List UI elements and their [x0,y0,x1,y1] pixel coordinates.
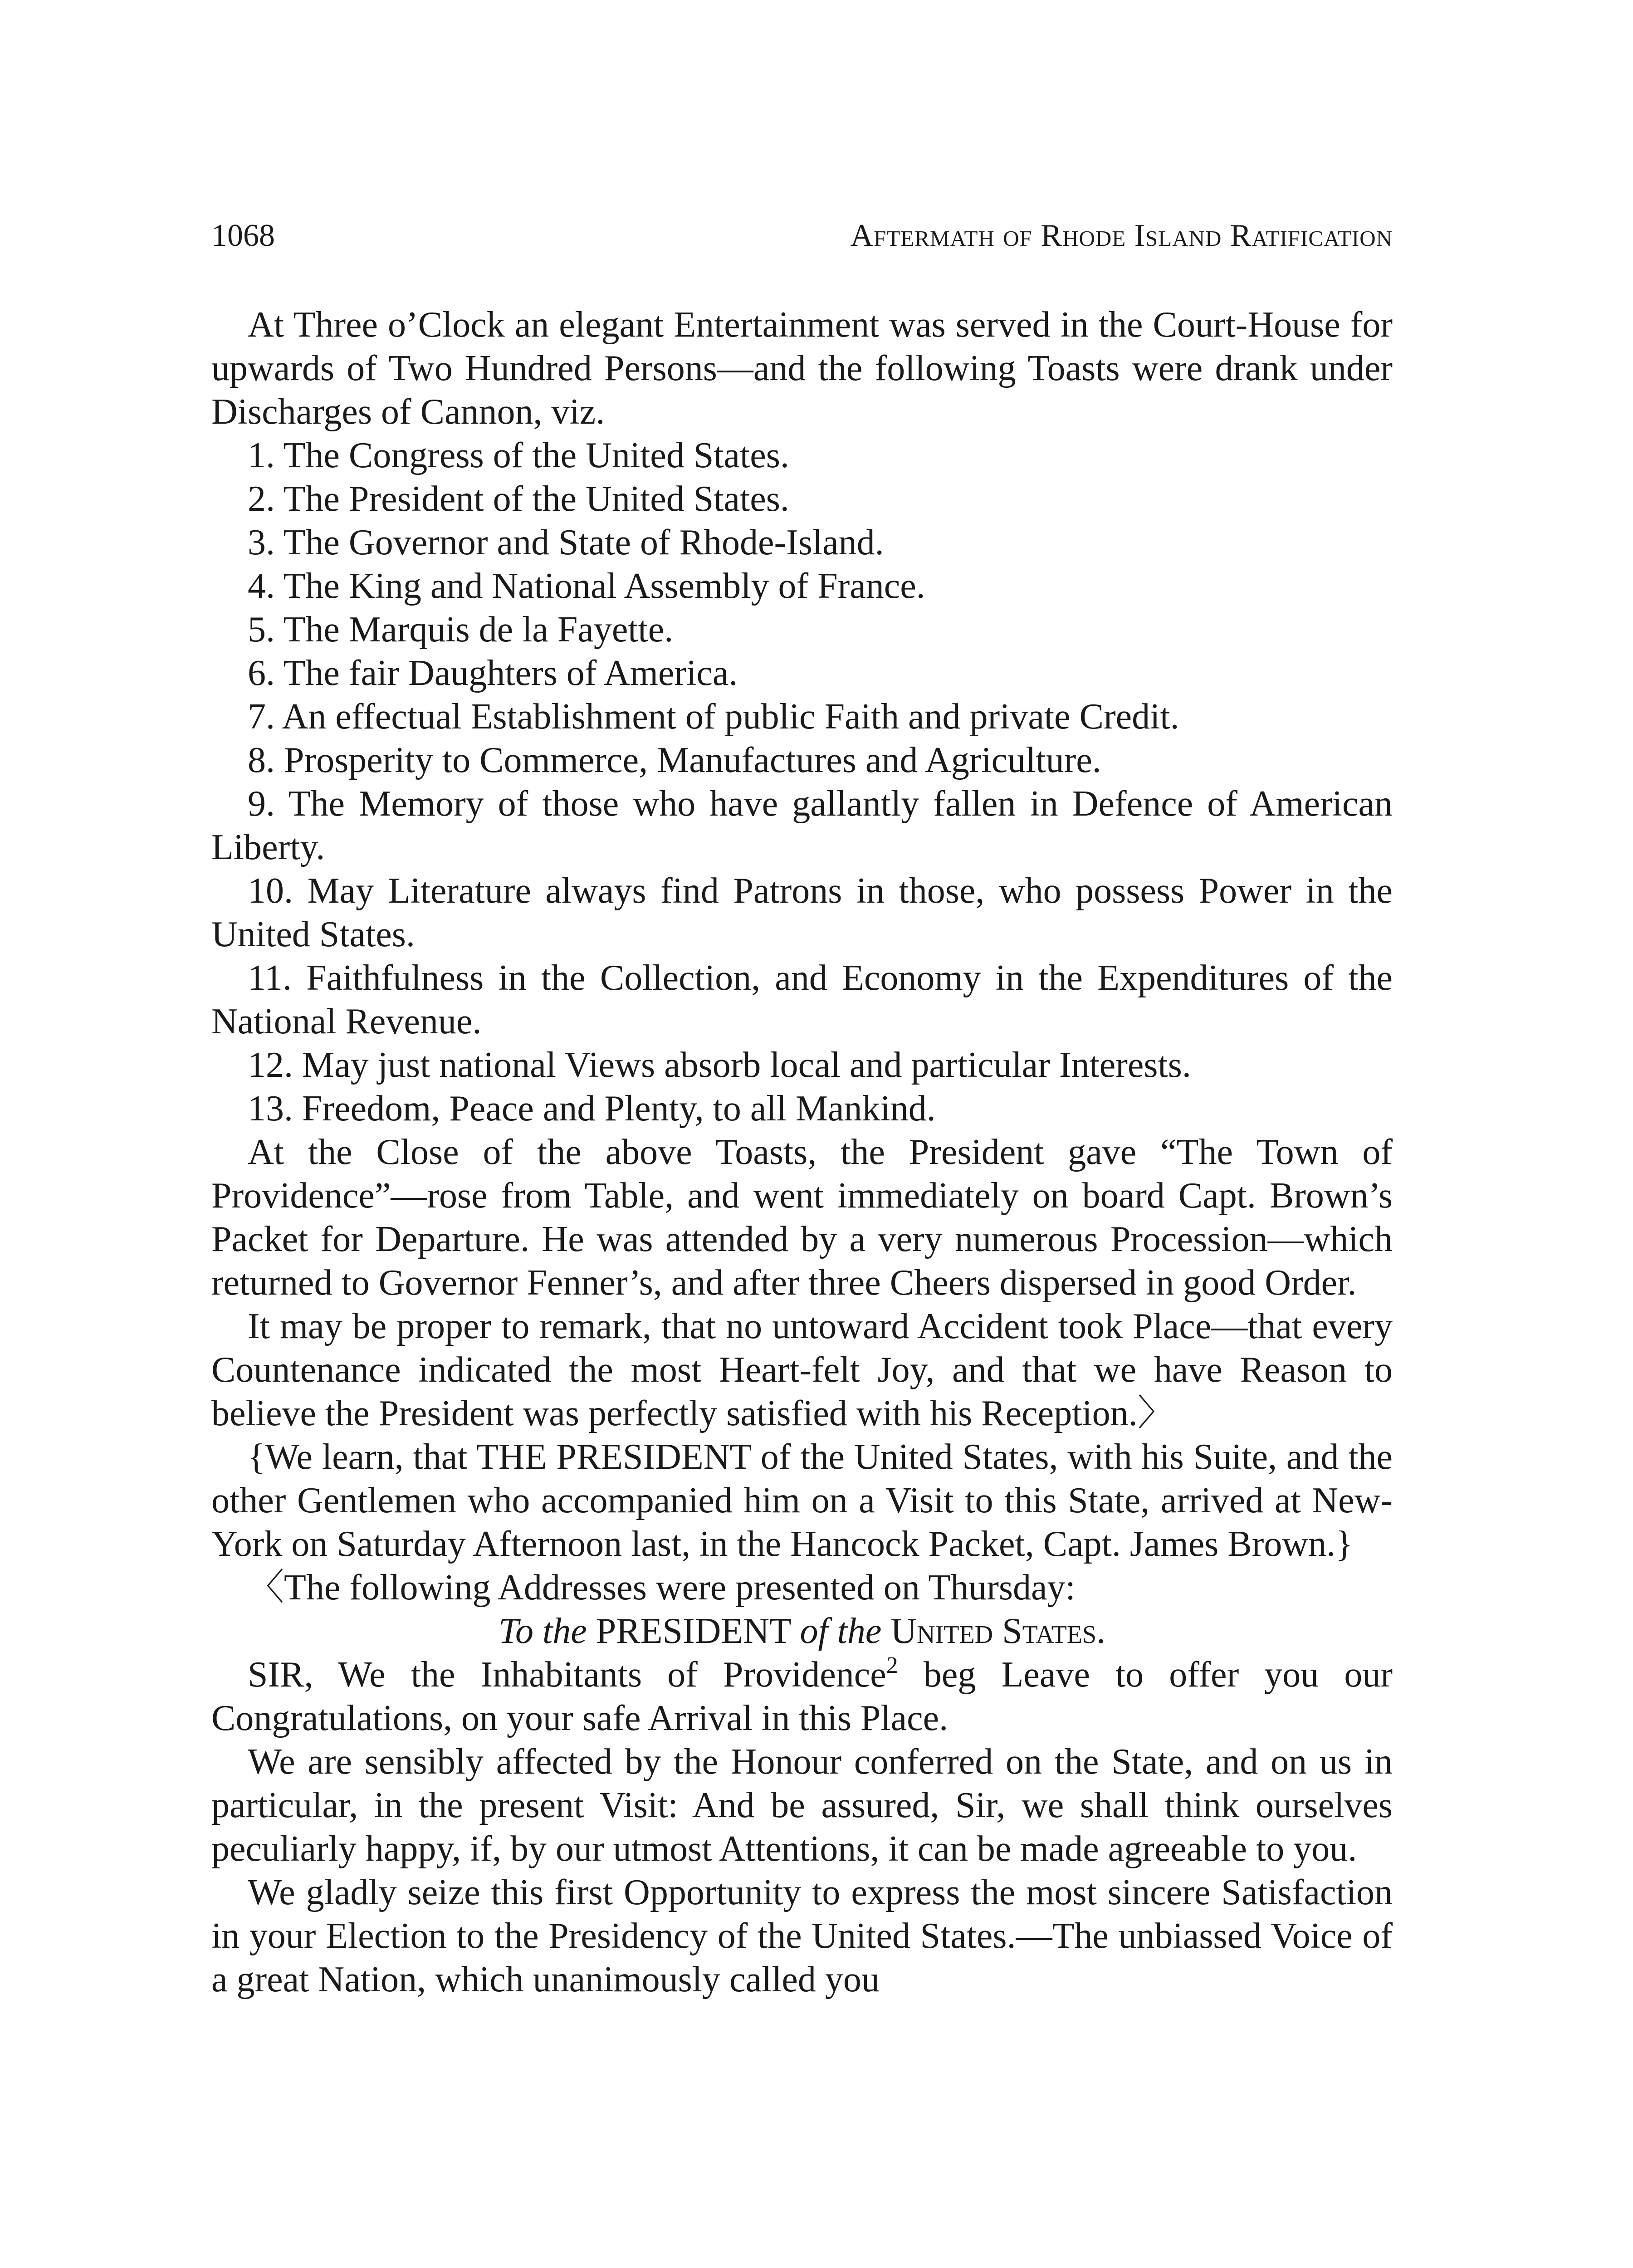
toast-item: 11. Faithfulness in the Collection, and Economy in the Expenditures of the National Revenue. [211,958,1393,1041]
intro-paragraph: At Three o’Clock an elegant Entertainment was served in the Court-House for upwards of Two Hundred Persons—and the following Toasts were drank under Discharges of Cannon, viz. [211,305,1393,432]
addresses-intro: 〈The following Addresses were presented on Thursday: [248,1568,1076,1608]
address-paragraph-3: We gladly seize this first Opportunity to express the most sincere Satisfaction in your Election to the Presidency of the United States.—The unbiassed Voice of a great Nation, which unanimously called you [211,1872,1393,1999]
address-paragraph-1 [211,1653,1393,1740]
address-heading-of-the: of the [800,1611,882,1651]
toast-item: 3. The Governor and State of Rhode-Island. [248,523,884,562]
toast-item: 2. The President of the United States. [248,479,789,519]
body-text [211,303,1393,2001]
close-paragraph: At the Close of the above Toasts, the President gave “The Town of Providence”—rose from Table, and went immediately on board Capt. Brown’s Packet for Departure. He was attended by a very numerous Procession—which returned to Governor Fenner’s, and after three Cheers dispersed in good Order. [211,1132,1393,1303]
toast-item: 7. An effectual Establishment of public Faith and private Credit. [248,697,1179,737]
toast-item: 1. The Congress of the United States. [248,435,789,475]
toast-item: 4. The King and National Assembly of France. [248,566,925,606]
toast-item: 13. Freedom, Peace and Plenty, to all Mankind. [248,1089,936,1129]
toast-item: 9. The Memory of those who have gallantly fallen in Defence of American Liberty. [211,784,1393,867]
address-heading-president: PRESIDENT [596,1611,791,1651]
page-number: 1068 [211,218,275,253]
running-title: Aftermath of Rhode Island Ratification [850,218,1393,253]
address-p1-after: beg Leave to offer you our Congratulations, on your safe Arrival in this Place. [211,1655,1393,1738]
address-p1-before: SIR, We the Inhabitants of Providence [248,1655,886,1695]
toast-item: 12. May just national Views absorb local and particular Interests. [248,1045,1191,1085]
address-paragraph-2: We are sensibly affected by the Honour conferred on the State, and on us in particular, in the present Visit: And be assured, Sir, we shall think ourselves peculiarly happy, if, by our utmost Attentions, it can be made agreeable to you. [211,1742,1393,1869]
address-heading [211,1609,1393,1653]
toast-item: 5. The Marquis de la Fayette. [248,610,674,650]
learn-paragraph: {We learn, that THE PRESIDENT of the United States, with his Suite, and the other Gentlemen who accompanied him on a Visit to this State, arrived at New-York on Saturday Afternoon last, in the Hancock Packet, Capt. James Brown.} [211,1437,1393,1564]
remark-paragraph: It may be proper to remark, that no untoward Accident took Place—that every Countenance indicated the most Heart-felt Joy, and that we have Reason to believe the President was perfectly satisfied with his Reception.〉 [211,1306,1393,1433]
toast-item: 6. The fair Daughters of America. [248,653,738,693]
toast-item: 10. May Literature always find Patrons in those, who possess Power in the United States. [211,871,1393,954]
address-heading-to-the: To the [498,1611,587,1651]
running-head [211,213,1393,259]
toast-item: 8. Prosperity to Commerce, Manufactures and Agriculture. [248,740,1101,780]
address-heading-united-states: United States. [890,1611,1106,1651]
footnote-marker: 2 [886,1652,898,1678]
